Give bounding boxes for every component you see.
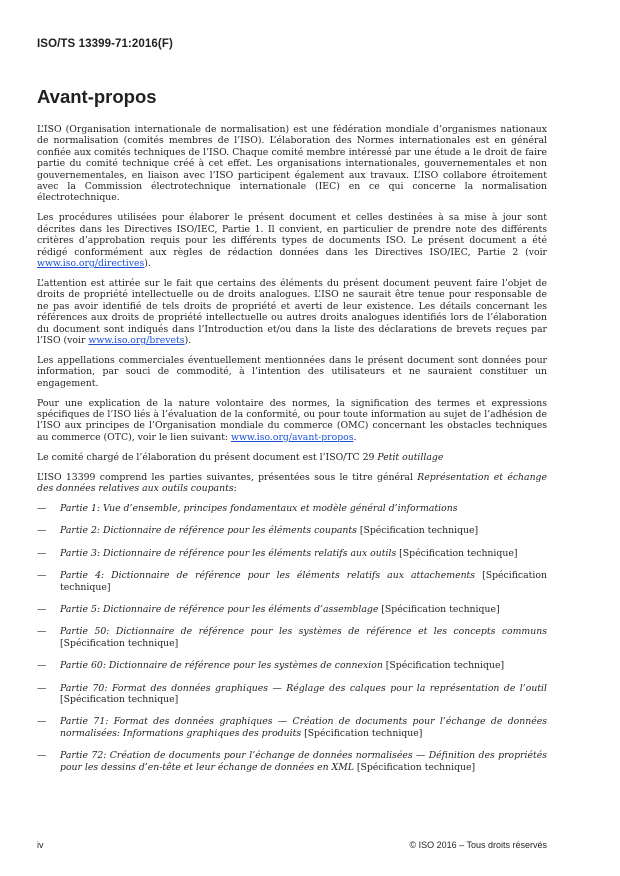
paragraph-voluntary-nature [37,398,547,444]
list-item [37,525,547,536]
part-name: Partie 50: Dictionnaire de référence pour les systèmes de référence et les concepts communs [60,626,547,638]
part-spec: [Spécification technique] [60,570,547,593]
part-name: Partie 71: Format des données graphiques — Création de documents pour l’échange de données normalisées: Informations graphiques des produits [60,716,547,739]
part-spec: [Spécification technique] [60,637,179,649]
list-item [37,660,547,671]
list-item [37,548,547,559]
paragraph-text: L’ISO 13399 comprend les parties suivantes, présentées sous le titre général [37,471,418,483]
foreword-body [37,124,547,784]
dash-bullet: — [37,660,47,672]
list-item [37,503,547,514]
dash-bullet: — [37,525,47,537]
part-spec: [Spécification technique] [356,525,479,537]
part-name: Partie 4: Dictionnaire de référence pour les éléments relatifs aux attachements [60,570,476,582]
paragraph-end: ). [184,334,192,346]
part-name: Partie 3: Dictionnaire de référence pour les éléments relatifs aux outils [60,547,397,559]
page-title: Avant-propos [37,86,157,107]
page-number: iv [37,840,44,850]
part-spec: [Spécification technique] [378,603,500,615]
part-spec: [Spécification technique] [353,761,476,773]
directives-link[interactable]: www.iso.org/directives [37,257,145,269]
part-spec: [Spécification technique] [60,693,179,705]
list-item [37,683,547,706]
dash-bullet: — [37,570,47,582]
paragraph-text: Le comité chargé de l’élaboration du présent document est l’ISO/TC 29 [37,451,378,463]
dash-bullet: — [37,603,47,615]
paragraph-end: : [233,482,237,494]
document-identifier: ISO/TS 13399-71:2016(F) [37,38,173,50]
dash-bullet: — [37,716,47,728]
part-name: Partie 60: Dictionnaire de référence pour les systèmes de connexion [60,660,383,672]
part-name: Partie 2: Dictionnaire de référence pour les éléments coupants [60,525,357,537]
dash-bullet: — [37,750,47,762]
dash-bullet: — [37,502,47,514]
part-spec: [Spécification technique] [301,727,423,739]
general-title: Représentation et échange des données relatives aux outils coupants [37,471,548,494]
part-name: Partie 5: Dictionnaire de référence pour les éléments d’assemblage [60,603,379,615]
paragraph-trade-names: Les appellations commerciales éventuellement mentionnées dans le présent document sont données pour information, par souci de commodité, à l’intention des utilisateurs et ne sauraient constituer un engagement. [37,354,547,389]
paragraph-patents [37,278,547,346]
committee-name: Petit outillage [377,451,444,463]
copyright-notice: © ISO 2016 – Tous droits réservés [409,840,547,850]
dash-bullet: — [37,682,47,694]
paragraph-text: L’attention est attirée sur le fait que certains des éléments du présent document peuvent faire l’objet de droits de propriété intellectuelle ou de droits analogues. L’ISO ne saurait être tenue pour responsable de ne pas avoir identifié de tels droits de propriété et averti de leur existence. Les détails concernant les références aux droits de propriété intellectuelle ou autres droits analogues identifiés lors de l’élaboration du document sont indiqués dans l’Introduction et/ou dans la liste des déclarations de brevets reçues par l’ISO (voir [37,277,547,346]
paragraph-iso-intro: L’ISO (Organisation internationale de normalisation) est une fédération mondiale d’organismes nationaux de normalisation (comités membres de l’ISO). L’élaboration des Normes internationales est en général confiée aux comités techniques de l’ISO. Chaque comité membre intéressé par une étude a le droit de faire partie du comité technique créé à cet effet. Les organisations internationales, gouvernementales et non gouvernementales, en liaison avec l’ISO participent également aux travaux. L’ISO collabore étroitement avec la Commission électrotechnique internationale (IEC) en ce qui concerne la normalisation électrotechnique. [37,124,547,204]
paragraph-committee [37,452,547,463]
list-item [37,604,547,615]
list-item [37,750,547,773]
paragraph-procedures [37,212,547,269]
paragraph-end: . [353,431,357,443]
list-item [37,716,547,739]
paragraph-end: ). [144,257,151,269]
dash-bullet: — [37,547,47,559]
part-name: Partie 70: Format des données graphiques — Réglage des calques pour la représentation de l’outil [60,682,547,694]
part-name: Partie 72: Création de documents pour l’échange de données normalisées — Définition des propriétés pour les dessins d’en-tête et leur échange de données en XML [60,750,547,773]
part-spec: [Spécification technique] [396,547,518,559]
list-item [37,570,547,593]
part-name: Partie 1: Vue d’ensemble, principes fondamentaux et modèle général d’informations [60,502,458,514]
foreword-link[interactable]: www.iso.org/avant-propos [231,431,354,443]
paragraph-parts-intro [37,472,547,495]
patents-link[interactable]: www.iso.org/brevets [88,334,185,346]
dash-bullet: — [37,626,47,638]
paragraph-text: Pour une explication de la nature volontaire des normes, la signification des termes et expressions spécifiques de l’ISO liés à l’évaluation de la conformité, ou pour toute information au sujet de l’adhésion de l’ISO aux principes de l’Organisation mondiale du commerce (OMC) concernant les obstacles techniques au commerce (OTC), voir le lien suivant: [37,397,547,443]
paragraph-text: Les procédures utilisées pour élaborer le présent document et celles destinées à sa mise à jour sont décrites dans les Directives ISO/IEC, Partie 1. Il convient, en particulier de prendre note des différents critères d’approbation requis pour les différents types de documents ISO. Le présent document a été rédigé conformément aux règles de rédaction données dans les Directives ISO/IEC, Partie 2 (voir [37,212,547,258]
part-spec: [Spécification technique] [382,660,505,672]
list-item [37,626,547,649]
parts-list [37,503,547,773]
